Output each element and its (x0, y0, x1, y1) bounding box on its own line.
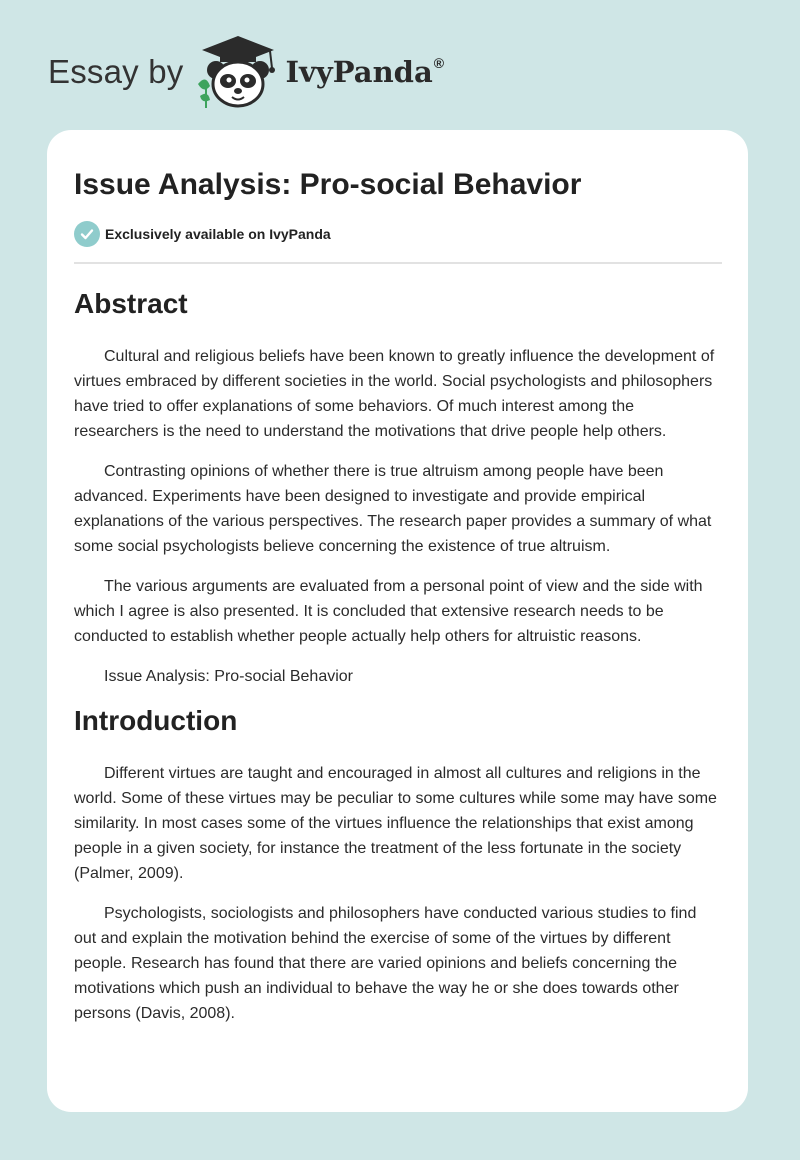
badge-label: Exclusively available on IvyPanda (105, 226, 331, 242)
paragraph: Cultural and religious beliefs have been known to greatly influence the development of virtues embraced by different societies in the world. Social psychologists and philosophers have tried to offer explanations of some behaviors. Of much interest among the researchers is the need to understand the motivations that drive people help others. (74, 348, 715, 440)
logo-prefix: Essay by (48, 53, 184, 90)
title-divider (74, 262, 722, 264)
section-heading-abstract: Abstract (74, 288, 188, 319)
essay-title: Issue Analysis: Pro-social Behavior (74, 168, 582, 201)
logo-name: IvyPanda® (285, 55, 445, 89)
paragraph: Psychologists, sociologists and philosophers have conducted various studies to find out and explain the motivation behind the exercise of some of the virtues by different people. Research has found that there are varied opinions and beliefs concerning the motivations which push an individual to behave the way he or she does towards other persons (Davis, 2008). (74, 905, 697, 1022)
essay-card (47, 130, 748, 1112)
paragraph: Contrasting opinions of whether there is true altruism among people have been advanced. Experiments have been designed to investigate and provide empirical explanations of the various perspectives. The research paper provides a summary of what some social psychologists believe concerning the existence of true altruism. (74, 463, 712, 555)
introduction-section (74, 703, 722, 1026)
paragraph: Issue Analysis: Pro-social Behavior (104, 668, 353, 685)
panda-mascot-icon (192, 34, 284, 110)
abstract-section (74, 286, 722, 689)
check-circle-icon (74, 221, 100, 247)
site-logo[interactable] (48, 36, 444, 108)
exclusive-badge (74, 221, 722, 247)
paragraph: Different virtues are taught and encouraged in almost all cultures and religions in the world. Some of these virtues may be peculiar to some cultures while some may have some similarity. In most cases some of the virtues influence the relationships that exist among people in a given society, for instance the treatment of the less fortunate in the society (Palmer, 2009). (74, 765, 717, 882)
paragraph: The various arguments are evaluated from a personal point of view and the side with which I agree is also presented. It is concluded that extensive research needs to be conducted to establish whether people actually help others for altruistic reasons. (74, 578, 703, 645)
section-heading-introduction: Introduction (74, 705, 238, 736)
